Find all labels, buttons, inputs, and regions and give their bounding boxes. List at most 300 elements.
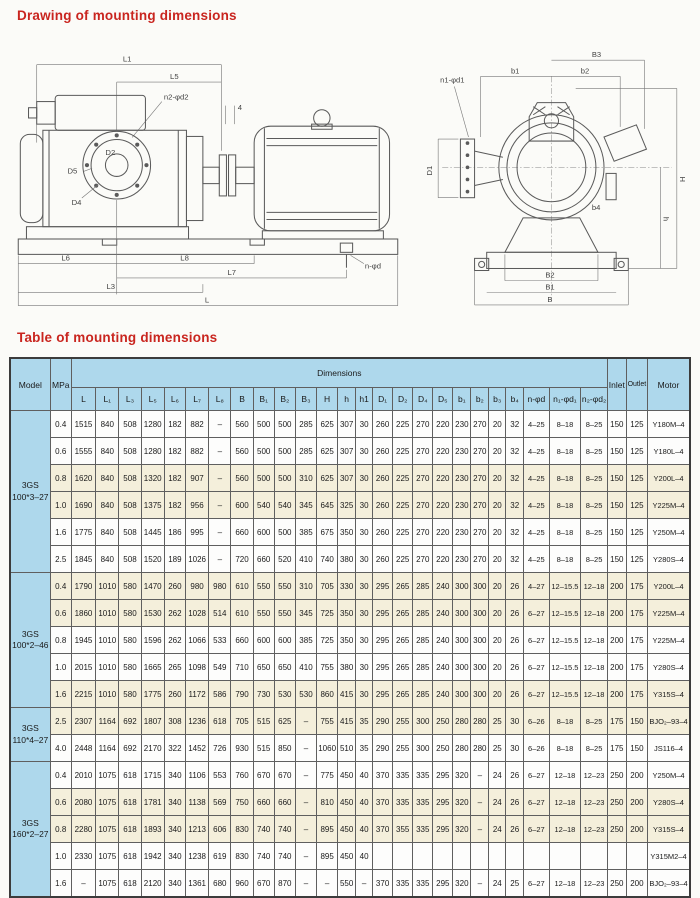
- dim-cell: 840: [96, 465, 119, 492]
- dim-cell: 2015: [71, 654, 95, 681]
- dim-cell: 250: [433, 708, 453, 735]
- dim-cell: 882: [185, 411, 208, 438]
- dim-cell: 300: [471, 600, 489, 627]
- dim-cell: 260: [373, 546, 393, 573]
- motor-cell: Y225M–4: [647, 627, 690, 654]
- mpa-cell: 2.5: [50, 708, 71, 735]
- table-row: [10, 816, 690, 843]
- dim-cell: 750: [231, 789, 253, 816]
- dim-cell: 1164: [96, 735, 119, 762]
- dim-cell: 1028: [185, 600, 208, 627]
- dim-cell: 2448: [71, 735, 95, 762]
- dim-cell: 670: [274, 762, 295, 789]
- dim-cell: 280: [453, 735, 471, 762]
- dim-cell: 1164: [96, 708, 119, 735]
- dim-cell: 840: [96, 411, 119, 438]
- dim-cell: 415: [338, 708, 356, 735]
- dim-cell: 1665: [141, 654, 164, 681]
- dim-cell: 586: [209, 681, 231, 708]
- dim-cell: 20: [489, 465, 506, 492]
- mpa-cell: 0.4: [50, 573, 71, 600]
- dim-cell: 580: [119, 627, 141, 654]
- dim-cell: 995: [185, 519, 208, 546]
- dim-cell: 340: [164, 789, 185, 816]
- dim-cell: 4–25: [524, 546, 549, 573]
- dim-cell: 450: [338, 843, 356, 870]
- dim-label-b1: b1: [510, 66, 520, 76]
- dim-cell: 30: [506, 735, 524, 762]
- dim-cell: 240: [433, 573, 453, 600]
- dim-cell: [393, 843, 413, 870]
- dim-cell: 230: [453, 465, 471, 492]
- dim-cell: 12–18: [549, 789, 581, 816]
- motor-cell: Y250M–4: [647, 519, 690, 546]
- dim-cell: 12–18: [581, 573, 608, 600]
- dim-cell: 705: [317, 573, 338, 600]
- dim-cell: 1790: [71, 573, 95, 600]
- dim-cell: 510: [338, 735, 356, 762]
- outlet-cell: 175: [626, 600, 647, 627]
- dim-label-h-big: H: [677, 176, 687, 182]
- dim-cell: 265: [393, 573, 413, 600]
- dim-cell: 335: [413, 762, 433, 789]
- dim-cell: 882: [185, 438, 208, 465]
- dim-cell: 6–26: [524, 735, 549, 762]
- dim-label-b: B: [547, 294, 553, 304]
- dim-cell: 8–25: [581, 519, 608, 546]
- dim-cell: 370: [373, 762, 393, 789]
- header-dim-col: n₁-φd₁: [549, 388, 581, 411]
- dim-cell: –: [471, 816, 489, 843]
- table-row: [10, 411, 690, 438]
- dim-cell: 520: [274, 546, 295, 573]
- dim-cell: 270: [413, 519, 433, 546]
- outlet-cell: 150: [626, 708, 647, 735]
- dim-cell: 285: [413, 627, 433, 654]
- dim-cell: 35: [356, 735, 373, 762]
- dim-cell: 285: [413, 654, 433, 681]
- dim-cell: 240: [433, 627, 453, 654]
- dim-cell: 40: [356, 843, 373, 870]
- dim-cell: 300: [471, 573, 489, 600]
- dim-cell: 1452: [185, 735, 208, 762]
- dim-cell: 1010: [96, 573, 119, 600]
- model-cell: 3GS 100*3–27: [10, 411, 50, 573]
- dim-cell: 322: [164, 735, 185, 762]
- mpa-cell: 1.6: [50, 870, 71, 898]
- dim-cell: 270: [471, 465, 489, 492]
- dim-cell: 508: [119, 438, 141, 465]
- dim-cell: 1845: [71, 546, 95, 573]
- mpa-cell: 0.4: [50, 411, 71, 438]
- dim-cell: 340: [164, 843, 185, 870]
- dim-cell: 675: [317, 519, 338, 546]
- dim-cell: 307: [338, 411, 356, 438]
- dim-cell: 705: [231, 708, 253, 735]
- dim-cell: –: [209, 465, 231, 492]
- dim-cell: 32: [506, 411, 524, 438]
- dim-cell: –: [295, 870, 316, 898]
- model-cell: 3GS 160*2–27: [10, 762, 50, 898]
- dim-cell: 30: [356, 681, 373, 708]
- dim-cell: 1075: [96, 762, 119, 789]
- outlet-cell: 125: [626, 411, 647, 438]
- dim-cell: –: [209, 546, 231, 573]
- outlet-cell: 200: [626, 762, 647, 789]
- dim-cell: 1445: [141, 519, 164, 546]
- dim-cell: 350: [338, 600, 356, 627]
- dim-cell: 290: [373, 708, 393, 735]
- dim-cell: 265: [393, 654, 413, 681]
- dim-label-b2: b2: [580, 66, 590, 76]
- dim-cell: 760: [231, 762, 253, 789]
- dim-cell: 285: [413, 573, 433, 600]
- header-dim-col: b₂: [471, 388, 489, 411]
- dim-cell: 610: [231, 573, 253, 600]
- dim-cell: 740: [274, 843, 295, 870]
- header-dim-col: h1: [356, 388, 373, 411]
- mpa-cell: 0.6: [50, 438, 71, 465]
- dim-cell: 12–23: [581, 870, 608, 898]
- dim-cell: 285: [295, 438, 316, 465]
- mpa-cell: 2.5: [50, 546, 71, 573]
- header-dimensions: Dimensions: [71, 358, 607, 388]
- dim-cell: 230: [453, 492, 471, 519]
- dim-cell: 12–15.5: [549, 681, 581, 708]
- dim-cell: 740: [253, 843, 274, 870]
- dim-cell: 660: [253, 789, 274, 816]
- dim-cell: 260: [373, 465, 393, 492]
- header-dim-col: L₆: [164, 388, 185, 411]
- dim-cell: 340: [164, 762, 185, 789]
- dim-label-b4: b4: [591, 202, 601, 212]
- dim-cell: 20: [489, 546, 506, 573]
- dim-cell: 895: [317, 843, 338, 870]
- dim-cell: 4–25: [524, 438, 549, 465]
- dim-cell: 270: [471, 411, 489, 438]
- header-motor: Motor: [647, 358, 690, 411]
- header-outlet: Outlet: [626, 358, 647, 411]
- inlet-cell: 175: [607, 735, 626, 762]
- dim-cell: 12–18: [581, 654, 608, 681]
- dim-cell: 569: [209, 789, 231, 816]
- mounting-dimension-drawings: [8, 48, 692, 318]
- header-dim-col: B₁: [253, 388, 274, 411]
- dim-cell: 300: [413, 708, 433, 735]
- table-row: [10, 708, 690, 735]
- dim-cell: 250: [433, 735, 453, 762]
- dim-cell: 265: [393, 627, 413, 654]
- dim-cell: 1775: [71, 519, 95, 546]
- motor-cell: Y315M2–4: [647, 843, 690, 870]
- dim-cell: 2330: [71, 843, 95, 870]
- table-row: [10, 438, 690, 465]
- dim-cell: 4–25: [524, 465, 549, 492]
- dim-cell: 20: [489, 411, 506, 438]
- dim-cell: 12–18: [549, 870, 581, 898]
- dim-cell: 32: [506, 465, 524, 492]
- dim-cell: 1520: [141, 546, 164, 573]
- header-mpa: MPa: [50, 358, 71, 411]
- inlet-cell: 150: [607, 492, 626, 519]
- dim-cell: 580: [119, 573, 141, 600]
- dim-cell: 840: [96, 438, 119, 465]
- dim-cell: 1075: [96, 816, 119, 843]
- mpa-cell: 0.8: [50, 465, 71, 492]
- dim-cell: 262: [164, 600, 185, 627]
- dim-cell: 220: [433, 546, 453, 573]
- dim-cell: 260: [164, 573, 185, 600]
- dim-cell: 907: [185, 465, 208, 492]
- outlet-cell: 125: [626, 465, 647, 492]
- outlet-cell: 125: [626, 519, 647, 546]
- table-row: [10, 600, 690, 627]
- dim-cell: 24: [489, 789, 506, 816]
- dim-cell: 380: [338, 654, 356, 681]
- inlet-cell: 250: [607, 870, 626, 898]
- inlet-cell: 150: [607, 519, 626, 546]
- mounting-dimensions-table: [9, 357, 691, 898]
- dim-cell: 4–25: [524, 411, 549, 438]
- dim-cell: 350: [338, 627, 356, 654]
- header-dim-col: B₃: [295, 388, 316, 411]
- dim-cell: 230: [453, 411, 471, 438]
- dim-cell: 8–18: [549, 735, 581, 762]
- dim-cell: 225: [393, 438, 413, 465]
- table-row: [10, 465, 690, 492]
- dim-cell: 8–25: [581, 465, 608, 492]
- dim-cell: 660: [231, 627, 253, 654]
- dim-cell: –: [295, 708, 316, 735]
- dim-cell: 240: [433, 681, 453, 708]
- dim-cell: 189: [164, 546, 185, 573]
- dim-cell: 670: [253, 870, 274, 898]
- dim-cell: 540: [253, 492, 274, 519]
- dim-cell: 345: [295, 600, 316, 627]
- dim-cell: 270: [471, 492, 489, 519]
- dim-cell: 720: [231, 546, 253, 573]
- dim-cell: 8–18: [549, 708, 581, 735]
- dim-cell: 618: [119, 843, 141, 870]
- dim-cell: [373, 843, 393, 870]
- mpa-cell: 4.0: [50, 735, 71, 762]
- dim-cell: 1530: [141, 600, 164, 627]
- header-dim-col: L₈: [209, 388, 231, 411]
- inlet-cell: 250: [607, 762, 626, 789]
- dim-cell: 20: [489, 600, 506, 627]
- dim-cell: 295: [433, 870, 453, 898]
- dim-cell: 20: [489, 519, 506, 546]
- outlet-cell: 175: [626, 681, 647, 708]
- dim-cell: 260: [164, 681, 185, 708]
- mpa-cell: 0.8: [50, 816, 71, 843]
- dim-cell: 1690: [71, 492, 95, 519]
- dim-cell: 895: [317, 816, 338, 843]
- dim-cell: 619: [209, 843, 231, 870]
- dim-cell: –: [295, 735, 316, 762]
- dim-cell: [471, 843, 489, 870]
- dim-cell: 8–25: [581, 708, 608, 735]
- table-row: [10, 654, 690, 681]
- dim-label-b3: B3: [591, 50, 602, 60]
- dim-cell: 6–27: [524, 762, 549, 789]
- dim-cell: [489, 843, 506, 870]
- dim-cell: 295: [373, 654, 393, 681]
- dim-cell: 680: [209, 870, 231, 898]
- dim-cell: 730: [253, 681, 274, 708]
- dim-cell: 8–25: [581, 492, 608, 519]
- dim-cell: 860: [317, 681, 338, 708]
- dim-cell: 265: [164, 654, 185, 681]
- dim-cell: 300: [471, 681, 489, 708]
- dim-cell: 300: [471, 654, 489, 681]
- dim-cell: 2280: [71, 816, 95, 843]
- dim-cell: 26: [506, 654, 524, 681]
- dim-cell: 285: [295, 411, 316, 438]
- dim-cell: 20: [489, 438, 506, 465]
- dim-cell: 26: [506, 816, 524, 843]
- dim-cell: 550: [274, 573, 295, 600]
- dim-cell: 24: [489, 762, 506, 789]
- dim-cell: 618: [119, 762, 141, 789]
- dim-cell: 515: [253, 735, 274, 762]
- mpa-cell: 1.6: [50, 681, 71, 708]
- dim-cell: 262: [164, 627, 185, 654]
- dim-cell: 830: [231, 843, 253, 870]
- dim-label-l6: L6: [61, 253, 70, 263]
- dim-cell: 8–25: [581, 735, 608, 762]
- header-dim-col: B: [231, 388, 253, 411]
- dim-cell: 553: [209, 762, 231, 789]
- header-dim-col: B₂: [274, 388, 295, 411]
- dim-cell: 225: [393, 546, 413, 573]
- dim-cell: 320: [453, 789, 471, 816]
- dim-cell: 32: [506, 519, 524, 546]
- dim-cell: 260: [373, 411, 393, 438]
- dim-cell: 790: [231, 681, 253, 708]
- dim-cell: 20: [489, 654, 506, 681]
- dim-cell: 26: [506, 789, 524, 816]
- dim-cell: 355: [393, 816, 413, 843]
- dim-cell: 26: [506, 681, 524, 708]
- dim-cell: 500: [274, 519, 295, 546]
- dim-cell: 6–27: [524, 627, 549, 654]
- dim-cell: 1010: [96, 654, 119, 681]
- header-dim-col: D₂: [393, 388, 413, 411]
- mpa-cell: 0.6: [50, 789, 71, 816]
- dim-cell: 270: [413, 465, 433, 492]
- dim-cell: 335: [393, 762, 413, 789]
- dim-cell: 692: [119, 708, 141, 735]
- dim-label-n1d1: n1-φd1: [440, 75, 465, 85]
- table-section-title: Table of mounting dimensions: [17, 330, 218, 345]
- dim-cell: –: [209, 438, 231, 465]
- dim-cell: –: [471, 870, 489, 898]
- dim-cell: 508: [119, 411, 141, 438]
- dim-cell: 2215: [71, 681, 95, 708]
- dim-cell: 20: [489, 492, 506, 519]
- dim-cell: 1106: [185, 762, 208, 789]
- dim-cell: 6–27: [524, 600, 549, 627]
- dim-cell: 8–18: [549, 438, 581, 465]
- dim-cell: 960: [231, 870, 253, 898]
- dim-cell: 285: [413, 681, 433, 708]
- dim-cell: 810: [317, 789, 338, 816]
- motor-cell: Y200L–4: [647, 465, 690, 492]
- dim-cell: 956: [185, 492, 208, 519]
- dim-cell: 225: [393, 465, 413, 492]
- dim-cell: 265: [393, 681, 413, 708]
- dim-cell: 6–27: [524, 870, 549, 898]
- dim-cell: 500: [253, 411, 274, 438]
- dim-label-l8: L8: [180, 253, 189, 263]
- dim-cell: 340: [164, 870, 185, 898]
- dim-cell: 8–25: [581, 438, 608, 465]
- dim-cell: 25: [506, 870, 524, 898]
- dim-cell: 1942: [141, 843, 164, 870]
- dim-cell: 533: [209, 627, 231, 654]
- dim-cell: 260: [373, 519, 393, 546]
- dim-cell: 930: [231, 735, 253, 762]
- dim-cell: 4–27: [524, 573, 549, 600]
- dim-cell: 335: [413, 816, 433, 843]
- dim-cell: 625: [317, 411, 338, 438]
- dim-cell: 1320: [141, 465, 164, 492]
- dim-cell: 740: [274, 816, 295, 843]
- dim-cell: 775: [317, 762, 338, 789]
- dim-cell: 260: [373, 438, 393, 465]
- dim-cell: 660: [231, 519, 253, 546]
- mpa-cell: 0.8: [50, 627, 71, 654]
- dim-cell: 870: [274, 870, 295, 898]
- dim-cell: –: [295, 816, 316, 843]
- dim-cell: 2120: [141, 870, 164, 898]
- dim-cell: 385: [295, 627, 316, 654]
- dim-cell: 1075: [96, 870, 119, 898]
- dim-cell: 618: [119, 816, 141, 843]
- dim-cell: 225: [393, 519, 413, 546]
- dim-cell: 1620: [71, 465, 95, 492]
- dim-cell: 1781: [141, 789, 164, 816]
- dim-label-l1: L1: [122, 54, 132, 64]
- dim-cell: [581, 843, 608, 870]
- dim-cell: 1893: [141, 816, 164, 843]
- dim-cell: 12–23: [581, 762, 608, 789]
- dim-cell: 1075: [96, 843, 119, 870]
- dim-cell: 270: [413, 438, 433, 465]
- dim-cell: –: [471, 762, 489, 789]
- dim-cell: 335: [413, 870, 433, 898]
- inlet-cell: 250: [607, 789, 626, 816]
- table-row: [10, 681, 690, 708]
- dim-cell: 500: [253, 438, 274, 465]
- dim-cell: 980: [185, 573, 208, 600]
- dim-cell: 540: [274, 492, 295, 519]
- dim-cell: 295: [373, 600, 393, 627]
- outlet-cell: 200: [626, 789, 647, 816]
- dim-cell: 550: [338, 870, 356, 898]
- mpa-cell: 0.4: [50, 762, 71, 789]
- dim-cell: 280: [471, 735, 489, 762]
- dim-cell: 308: [164, 708, 185, 735]
- motor-cell: Y315S–4: [647, 681, 690, 708]
- dim-label-d5: D5: [67, 166, 78, 176]
- motor-cell: Y180M–4: [647, 411, 690, 438]
- dim-cell: 755: [317, 708, 338, 735]
- dim-label-l3: L3: [106, 282, 116, 292]
- dim-cell: 8–18: [549, 492, 581, 519]
- dim-cell: 32: [506, 492, 524, 519]
